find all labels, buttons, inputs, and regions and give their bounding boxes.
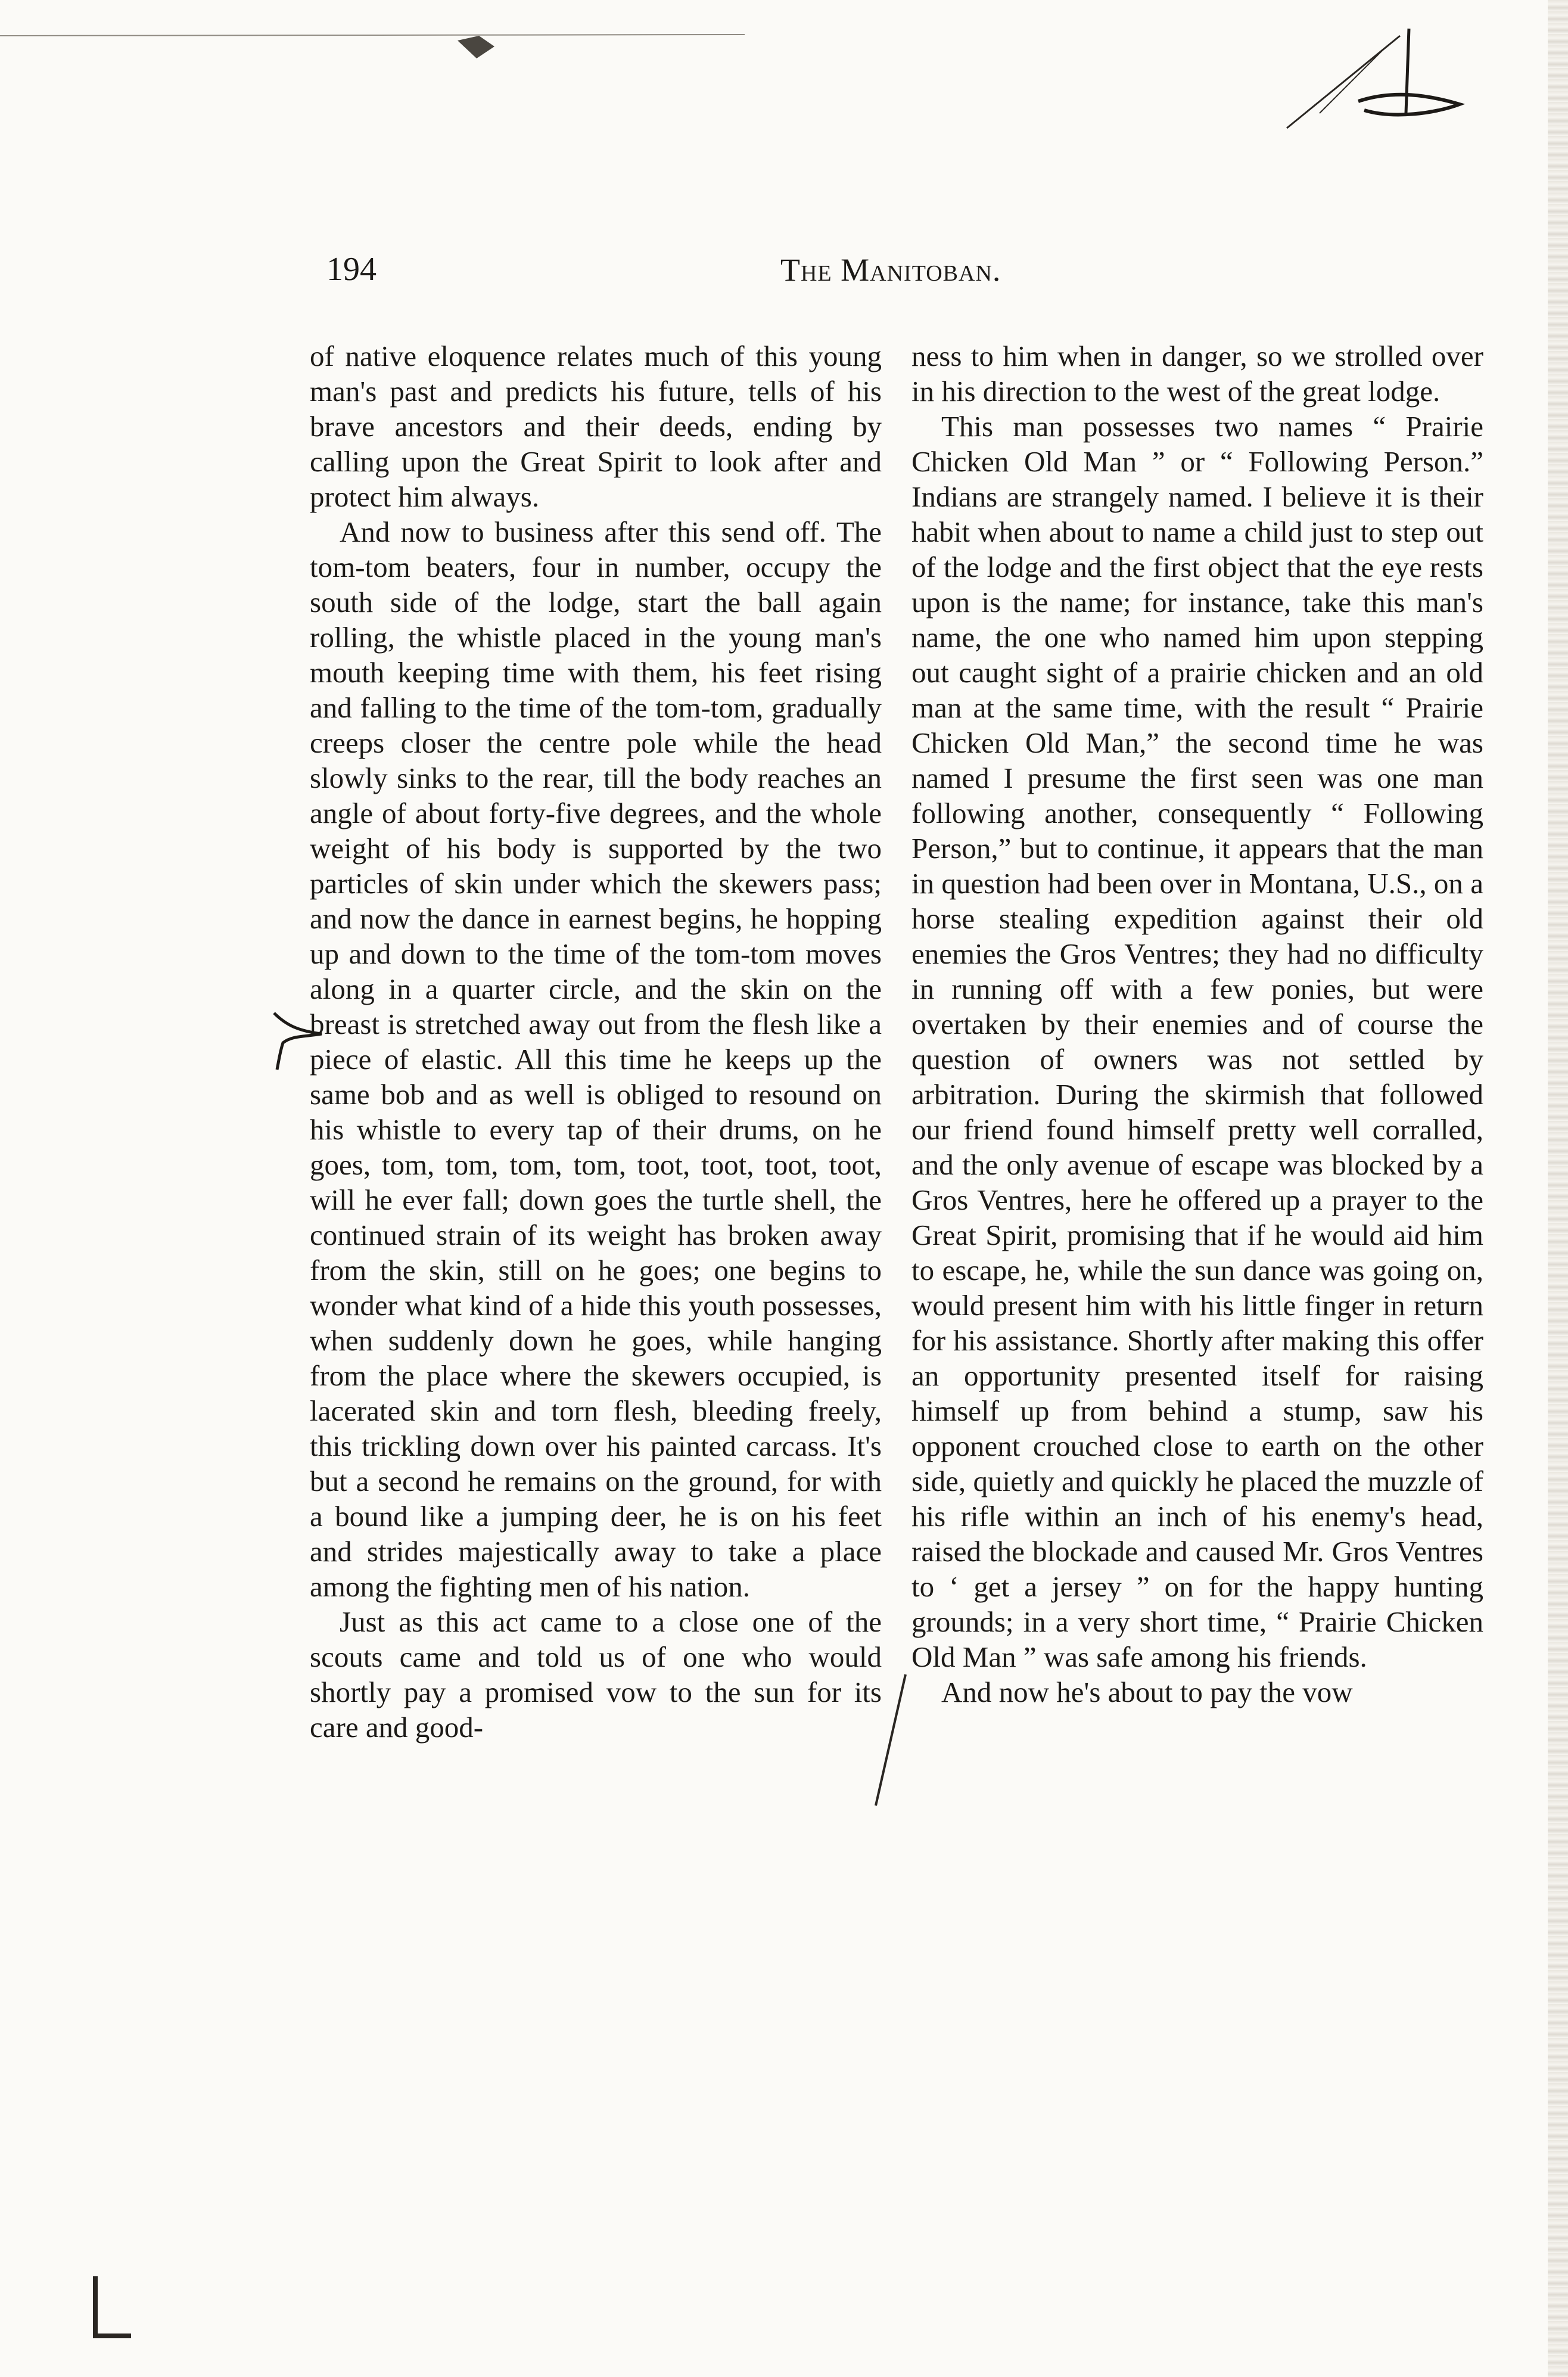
page-number: 194 [326, 251, 377, 288]
scan-corner-mark [89, 2276, 137, 2342]
right-paragraph-3: And now he's about to pay the vow [941, 1676, 1353, 1708]
left-paragraph-3: Just as this act came to a close one of the scouts came and told us of one who would shortly pay a promised vow to the sun for its care and good- [310, 1605, 882, 1744]
scan-blot-top [453, 29, 500, 64]
scan-edge-shadow [1548, 0, 1568, 2377]
left-paragraph-2: And now to business after this send off. The tom-tom beaters, four in number, occupy the south side of the lodge, start the ball again rolling, the whistle placed in the young man's mouth keeping time with them, his feet rising and falling to the time of the tom-tom, gradually creeps closer the centre pole while the head slowly sinks to the rear, till the body reaches an angle of about forty-five degrees, and the whole weight of his body is supported by the two particles of skin under which the skewers pass; and now the dance in earnest begins, he hopping up and down to the time of the tom-tom moves along in a quarter circle, and the skin on the breast is stretched away out from the flesh like a piece of elastic. All this time he keeps up the same bob and as well is obliged to resound on his whistle to every tap of their drums, on he goes, tom, tom, tom, tom, toot, toot, toot, toot, will he ever fall; down goes the turtle shell, the continued strain of its weight has broken away from the skin, still on he goes; one begins to wonder what kind of a hide this youth possesses, when suddenly down he goes, while hanging from the place where the skewers occupied, is lacerated skin and torn flesh, bleeding freely, this trickling down over his painted carcass. It's but a second he remains on the ground, for with a bound like a jumping deer, he is on his feet and strides majestically away to take a place among the fighting men of his nation. [310, 515, 882, 1603]
right-paragraph-1: ness to him when in danger, so we strolled over in his direction to the west of the great lodge. [911, 340, 1483, 408]
pen-mark-top-right [1263, 24, 1477, 137]
right-column [911, 338, 1483, 1710]
running-title: The Manitoban. [780, 252, 1001, 288]
right-paragraph-2: This man possesses two names “ Prairie Chicken Old Man ” or “ Following Person.” Indians are strangely named. I believe it is their habit when about to name a child just to step out of the lodge and the first object that the eye rests upon is the name; for instance, take this man's name, the one who named him upon stepping out caught sight of a prairie chicken and an old man at the same time, with the result “ Prairie Chicken Old Man,” the second time he was named I presume the first seen was one man following another, consequently “ Following Person,” but to continue, it appears that the man in question had been over in Montana, U.S., on a horse stealing expedition against their old enemies the Gros Ventres; they had no difficulty in running off with a few ponies, but were overtaken by their enemies and of course the question of owners was not settled by arbitration. During the skirmish that followed our friend found himself pretty well corralled, and the only avenue of escape was blocked by a Gros Ventres, here he offered up a prayer to the Great Spirit, promising that if he would aid him to escape, he, while the sun dance was going on, would present him with his little finger in return for his assistance. Shortly after making this offer an opportunity presented itself for raising himself up from behind a stump, saw his opponent crouched close to earth on the other side, quietly and quickly he placed the muzzle of his rifle within an inch of his enemy's head, raised the blockade and caused Mr. Gros Ventres to ‘ get a jersey ” on for the happy hunting grounds; in a very short time, “ Prairie Chicken Old Man ” was safe among his friends. [911, 410, 1483, 1673]
left-paragraph-1: of native eloquence relates much of this young man's past and predicts his future, tells of his brave ancestors and their deeds, ending by calling upon the Great Spirit to look after and protect him always. [310, 340, 882, 513]
scan-line-top [0, 31, 774, 43]
left-column [310, 338, 882, 1745]
